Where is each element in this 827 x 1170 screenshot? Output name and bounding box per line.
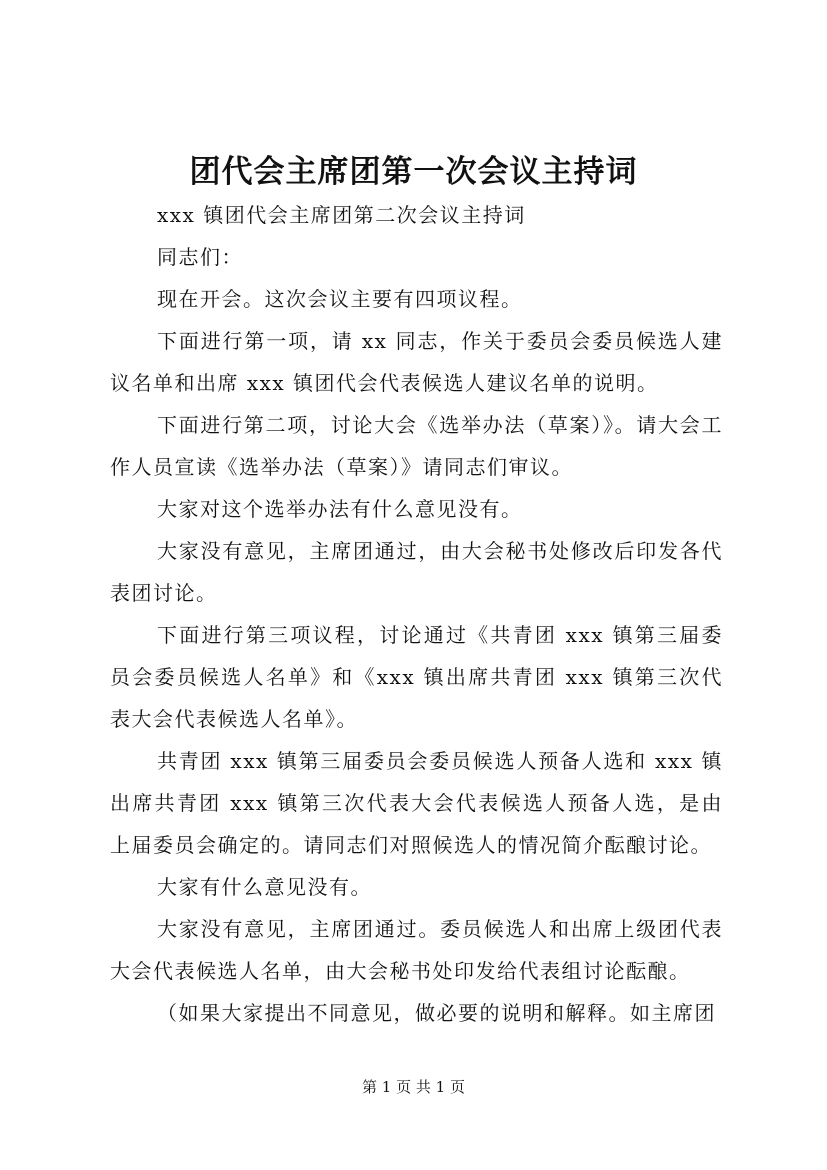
paragraph: 大家没有意见，主席团通过。委员候选人和出席上级团代表大会代表候选人名单，由大会秘书处印发给代表组讨论酝酿。 — [110, 917, 723, 983]
paragraph: 同志们： — [157, 245, 243, 269]
paragraph: xxx 镇团代会主席团第二次会议主持词 — [157, 203, 526, 227]
paragraph: 下面进行第三项议程，讨论通过《共青团 xxx 镇第三届委员会委员候选人名单》和《xxx 镇出席共青团 xxx 镇第三次代表大会代表候选人名单》。 — [110, 623, 723, 731]
document-body — [110, 194, 723, 1034]
paragraph: 大家有什么意见没有。 — [157, 875, 372, 899]
paragraph: 大家没有意见，主席团通过，由大会秘书处修改后印发各代表团讨论。 — [110, 539, 723, 605]
paragraph: 下面进行第二项，讨论大会《选举办法（草案）》。请大会工作人员宣读《选举办法（草案）》请同志们审议。 — [110, 413, 723, 479]
paragraph: （如果大家提出不同意见，做必要的说明和解释。如主席团 — [157, 1001, 716, 1025]
page-footer: 第 1 页 共 1 页 — [362, 1078, 465, 1096]
paragraph: 现在开会。这次会议主要有四项议程。 — [157, 287, 523, 311]
paragraph: 大家对这个选举办法有什么意见没有。 — [157, 497, 523, 521]
document-title: 团代会主席团第一次会议主持词 — [189, 154, 638, 190]
paragraph: 下面进行第一项，请 xx 同志，作关于委员会委员候选人建议名单和出席 xxx 镇团代会代表候选人建议名单的说明。 — [110, 329, 723, 395]
paragraph: 共青团 xxx 镇第三届委员会委员候选人预备人选和 xxx 镇出席共青团 xxx 镇第三次代表大会代表候选人预备人选，是由上届委员会确定的。请同志们对照候选人的情况简介酝酿讨论。 — [110, 749, 723, 857]
